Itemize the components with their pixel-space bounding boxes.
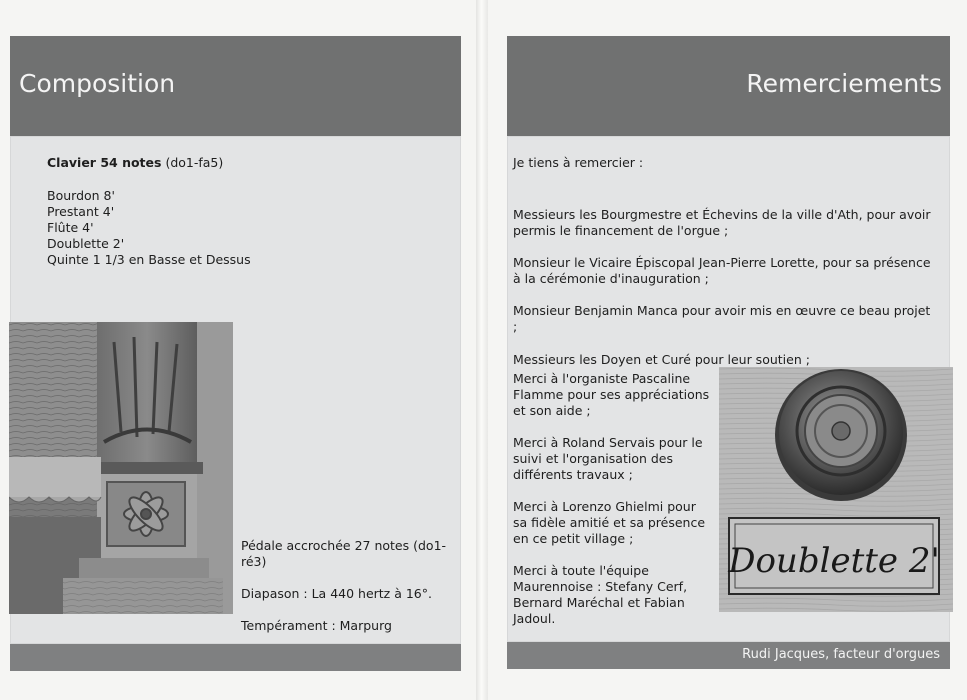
page-fold	[476, 0, 488, 700]
keyboard-title: Clavier 54 notes	[47, 155, 162, 170]
left-page	[0, 0, 476, 700]
footer-signature: Rudi Jacques, facteur d'orgues	[742, 647, 940, 662]
thanks-item: Monsieur le Vicaire Épiscopal Jean-Pierre Lorette, pour sa présence à la cérémonie d'inauguration ;	[513, 255, 931, 286]
specs-section	[241, 538, 466, 634]
keyboard-section	[47, 155, 427, 268]
stop-item: Prestant 4'	[47, 204, 115, 219]
left-header-bar	[10, 36, 461, 136]
right-page	[488, 0, 967, 700]
thanks-list-narrow	[513, 371, 713, 627]
thanks-item: Monsieur Benjamin Manca pour avoir mis en œuvre ce beau projet ;	[513, 303, 931, 334]
thanks-intro-text: Je tiens à remercier :	[513, 155, 644, 170]
stop-item: Bourdon 8'	[47, 188, 115, 203]
stop-item: Doublette 2'	[47, 236, 125, 251]
stop-item: Quinte 1 1/3 en Basse et Dessus	[47, 252, 251, 267]
spec-diapason: Diapason : La 440 hertz à 16°.	[241, 586, 432, 601]
thanks-item: Messieurs les Bourgmestre et Échevins de la ville d'Ath, pour avoir permis le financement de l'orgue ;	[513, 207, 931, 238]
keyboard-range: (do1-fa5)	[165, 155, 224, 170]
right-header-bar	[507, 36, 950, 136]
page-title-composition: Composition	[19, 69, 176, 98]
stop-item: Flûte 4'	[47, 220, 94, 235]
keyboard-heading	[47, 155, 427, 171]
carved-wood-photo	[9, 322, 233, 614]
thanks-item: Merci à toute l'équipe Maurennoise : Stefany Cerf, Bernard Maréchal et Fabian Jadoul.	[513, 563, 688, 626]
stop-knob-photo	[719, 367, 953, 612]
stop-knob-illustration	[719, 367, 953, 612]
thanks-intro	[513, 155, 933, 171]
thanks-item: Merci à l'organiste Pascaline Flamme pour ses appréciations et son aide ;	[513, 371, 710, 418]
thanks-item: Merci à Lorenzo Ghielmi pour sa fidèle amitié et sa présence en ce petit village ;	[513, 499, 706, 546]
thanks-list-full	[513, 207, 933, 368]
knob-label-text: Doublette 2'	[728, 541, 940, 581]
carved-wood-illustration	[9, 322, 233, 614]
spec-temperament: Tempérament : Marpurg	[241, 618, 392, 633]
page-title-remerciements: Remerciements	[746, 69, 942, 98]
right-footer-bar	[507, 642, 950, 669]
thanks-item: Merci à Roland Servais pour le suivi et l'organisation des différents travaux ;	[513, 435, 703, 482]
thanks-item: Messieurs les Doyen et Curé pour leur soutien ;	[513, 352, 810, 367]
left-footer-bar	[10, 644, 461, 671]
spec-pedal: Pédale accrochée 27 notes (do1-ré3)	[241, 538, 447, 569]
